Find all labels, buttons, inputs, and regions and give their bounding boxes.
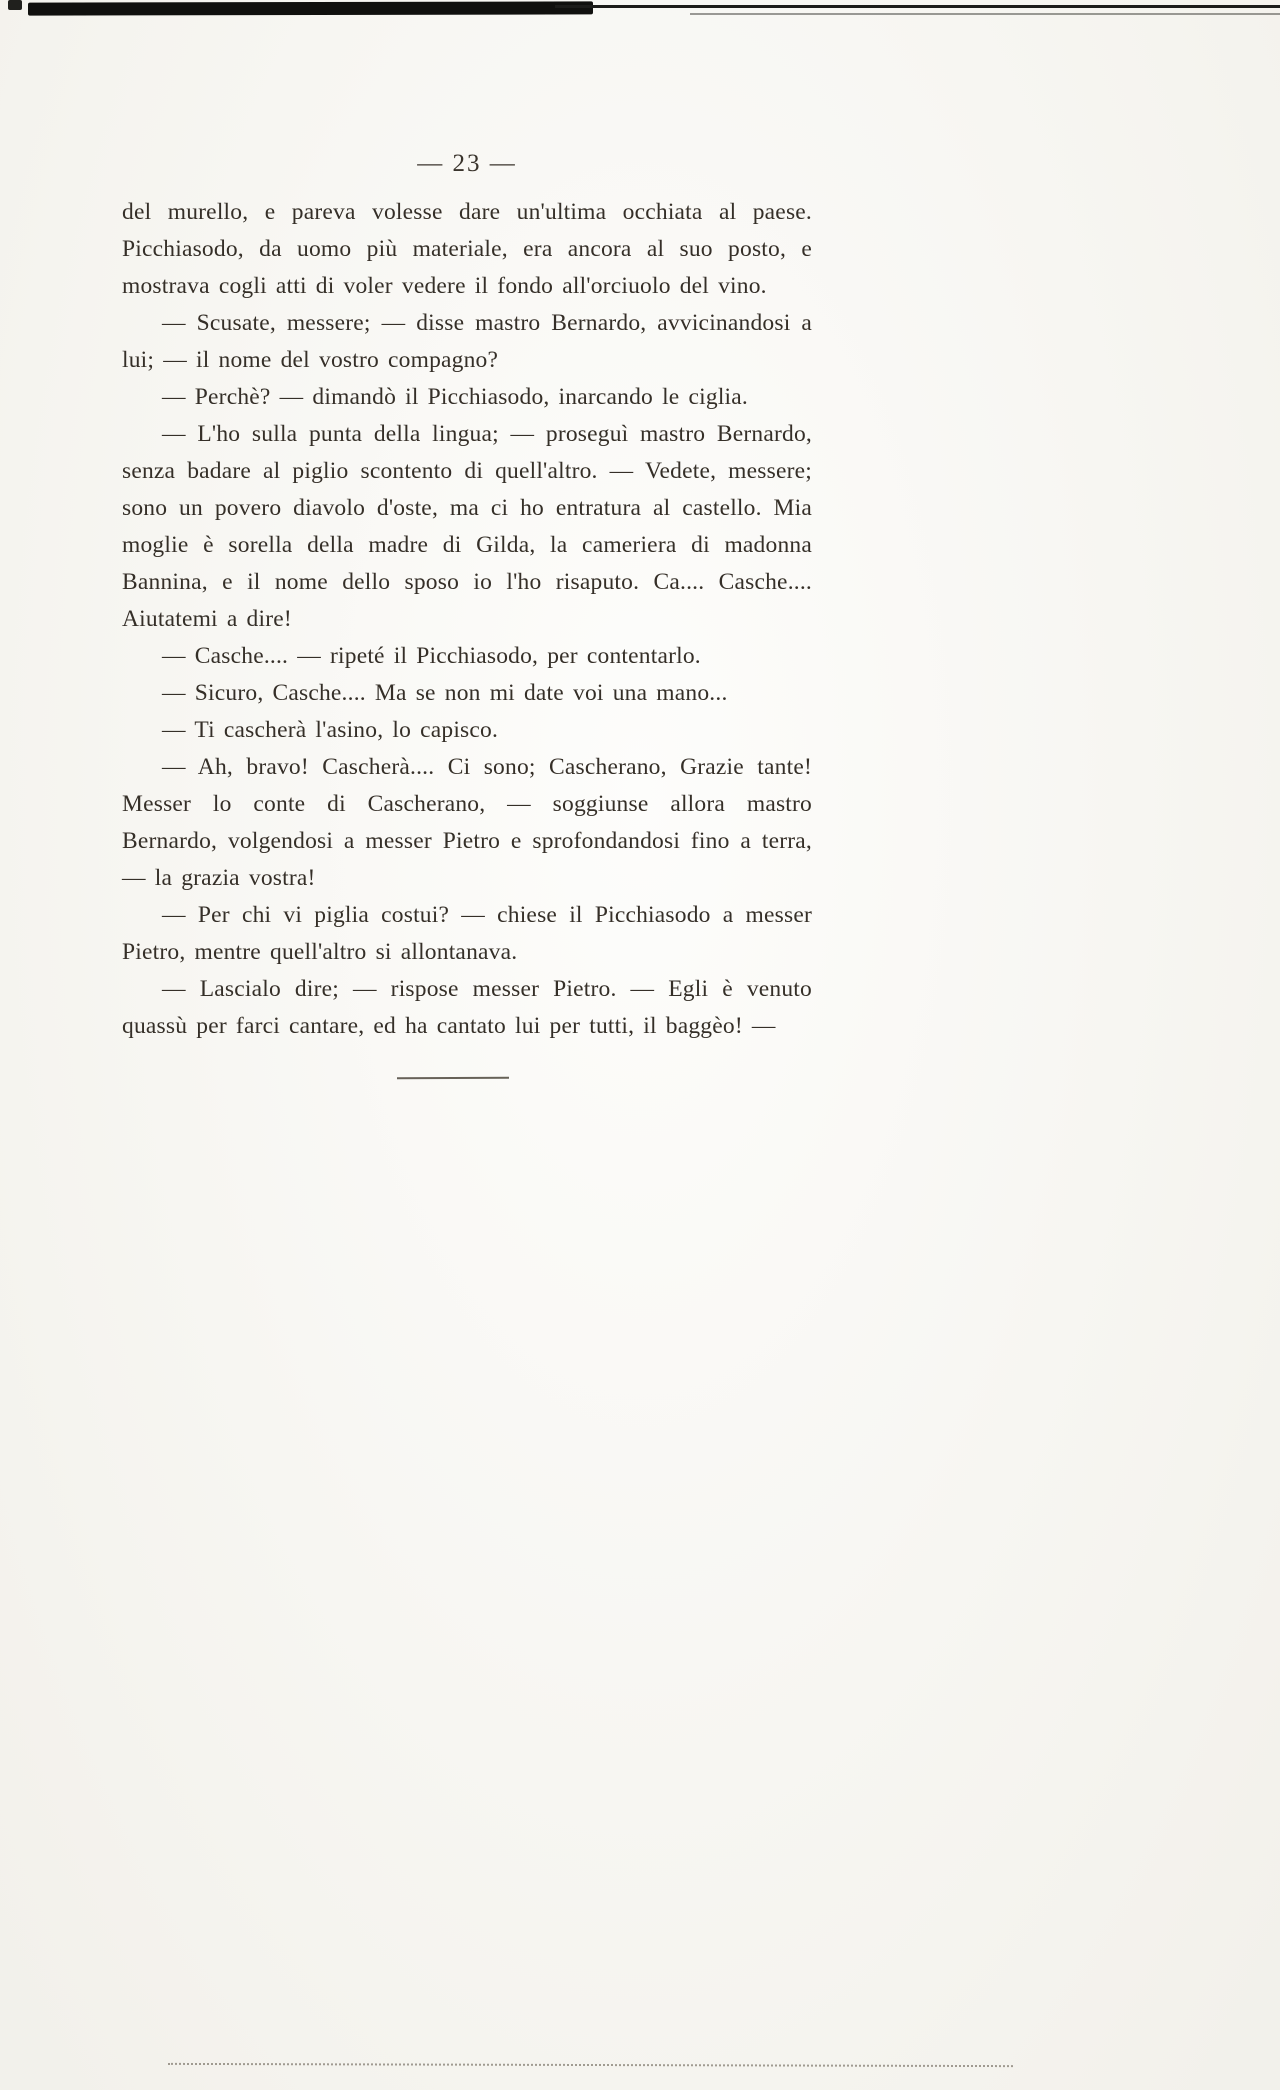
paragraph: — Ti cascherà l'asino, lo capisco. <box>162 717 499 743</box>
page-content <box>122 150 812 1079</box>
paragraph: — Lascialo dire; — rispose messer Pietro. — Egli è venuto quassù per farci cantare, ed ha cantato lui per tutti, il baggèo! — <box>122 976 812 1039</box>
page-number: — 23 — <box>417 150 517 177</box>
paragraph: del murello, e pareva volesse dare un'ultima occhiata al paese. Picchiasodo, da uomo più materiale, era ancora al suo posto, e mostrava cogli atti di voler vedere il fondo all'orciuolo del vino. <box>122 199 812 299</box>
scan-artifact-top-line-2 <box>690 13 1280 15</box>
paragraph: — Casche.... — ripeté il Picchiasodo, per contentarlo. <box>162 643 701 669</box>
paragraph: — Scusate, messere; — disse mastro Bernardo, avvicinandosi a lui; — il nome del vostro compagno? <box>122 310 812 373</box>
paragraph: — Sicuro, Casche.... Ma se non mi date voi una mano... <box>162 680 728 706</box>
scan-artifact-speck <box>8 0 22 10</box>
paragraph: — Ah, bravo! Cascherà.... Ci sono; Cascherano, Grazie tante! Messer lo conte di Cascherano, — soggiunse allora mastro Bernardo, volgendosi a messer Pietro e sprofondandosi fino a terra, — la grazia vostra! <box>122 754 812 891</box>
scan-artifact-top-bar <box>28 1 593 15</box>
scan-artifact-bottom-line <box>168 2063 1013 2067</box>
paragraph: — L'ho sulla punta della lingua; — proseguì mastro Bernardo, senza badare al piglio scontento di quell'altro. — Vedete, messere; sono un povero diavolo d'oste, ma ci ho entratura al castello. Mia moglie è sorella della madre di Gilda, la cameriera di madonna Bannina, e il nome dello sposo io l'ho risaputo. Ca.... Casche.... Aiutatemi a dire! <box>122 421 812 632</box>
body-text <box>122 194 812 1045</box>
paragraph: — Per chi vi piglia costui? — chiese il Picchiasodo a messer Pietro, mentre quell'altro si allontanava. <box>122 902 812 965</box>
scan-artifact-top-line <box>555 5 1280 8</box>
section-divider <box>397 1077 509 1080</box>
paragraph: — Perchè? — dimandò il Picchiasodo, inarcando le ciglia. <box>162 384 748 410</box>
